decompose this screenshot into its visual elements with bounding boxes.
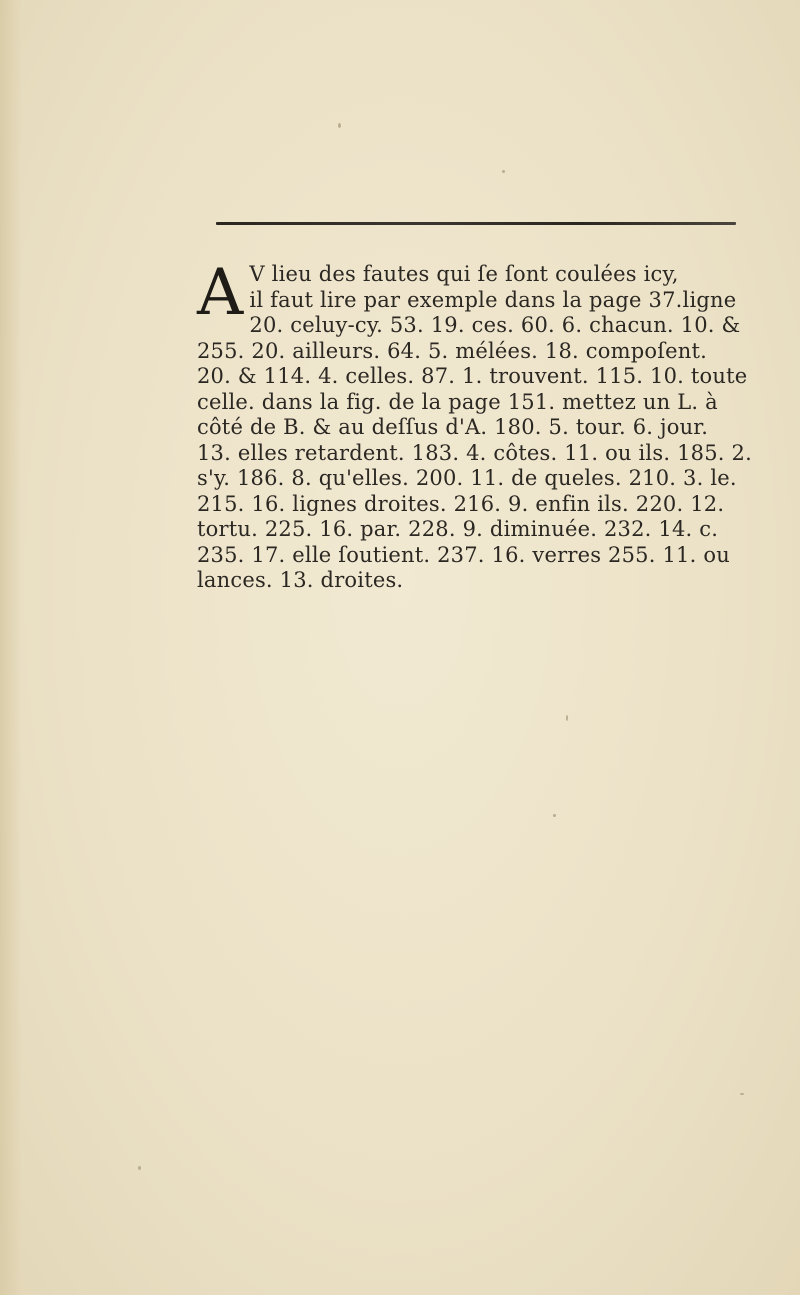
paper-speck: [502, 170, 505, 173]
paper-speck: [338, 123, 341, 128]
errata-line: lances. 13. droites.: [197, 568, 404, 592]
paper-speck: [740, 1093, 744, 1095]
errata-line: côté de B. & au deſſus d'A. 180. 5. tour. 6. jour.: [197, 415, 709, 439]
errata-line: il faut lire par exemple dans la page 37.ligne: [249, 287, 737, 312]
errata-line: 20. & 114. 4. celles. 87. 1. trouvent. 115. 10. toute: [197, 364, 748, 388]
header-rule: [216, 222, 736, 225]
errata-line: 13. elles retardent. 183. 4. côtes. 11. ou ils. 185. 2.: [197, 440, 752, 465]
drop-cap: A: [197, 256, 244, 330]
page-edge-shadow: [0, 0, 22, 1295]
paper-speck: [138, 1166, 141, 1170]
errata-line: 235. 17. elle ſoutient. 237. 16. verres 255. 11. ou: [197, 542, 730, 567]
paper-speck: [566, 715, 568, 721]
errata-line: 20. celuy-cy. 53. 19. ces. 60. 6. chacun. 10. &: [249, 313, 741, 337]
errata-line: 215. 16. lignes droites. 216. 9. enfin ils. 220. 12.: [197, 491, 725, 516]
errata-text: [197, 256, 770, 594]
errata-line: tortu. 225. 16. par. 228. 9. diminuée. 232. 14. c.: [197, 517, 719, 541]
paper-speck: [553, 814, 556, 817]
errata-line: 255. 20. ailleurs. 64. 5. mélées. 18. compoſent.: [197, 338, 708, 363]
errata-line: V lieu des fautes qui ſe ſont coulées icy,: [249, 262, 679, 286]
errata-line: s'y. 186. 8. qu'elles. 200. 11. de queles. 210. 3. le.: [197, 466, 737, 490]
errata-line: celle. dans la fig. de la page 151. mettez un L. à: [197, 389, 718, 414]
